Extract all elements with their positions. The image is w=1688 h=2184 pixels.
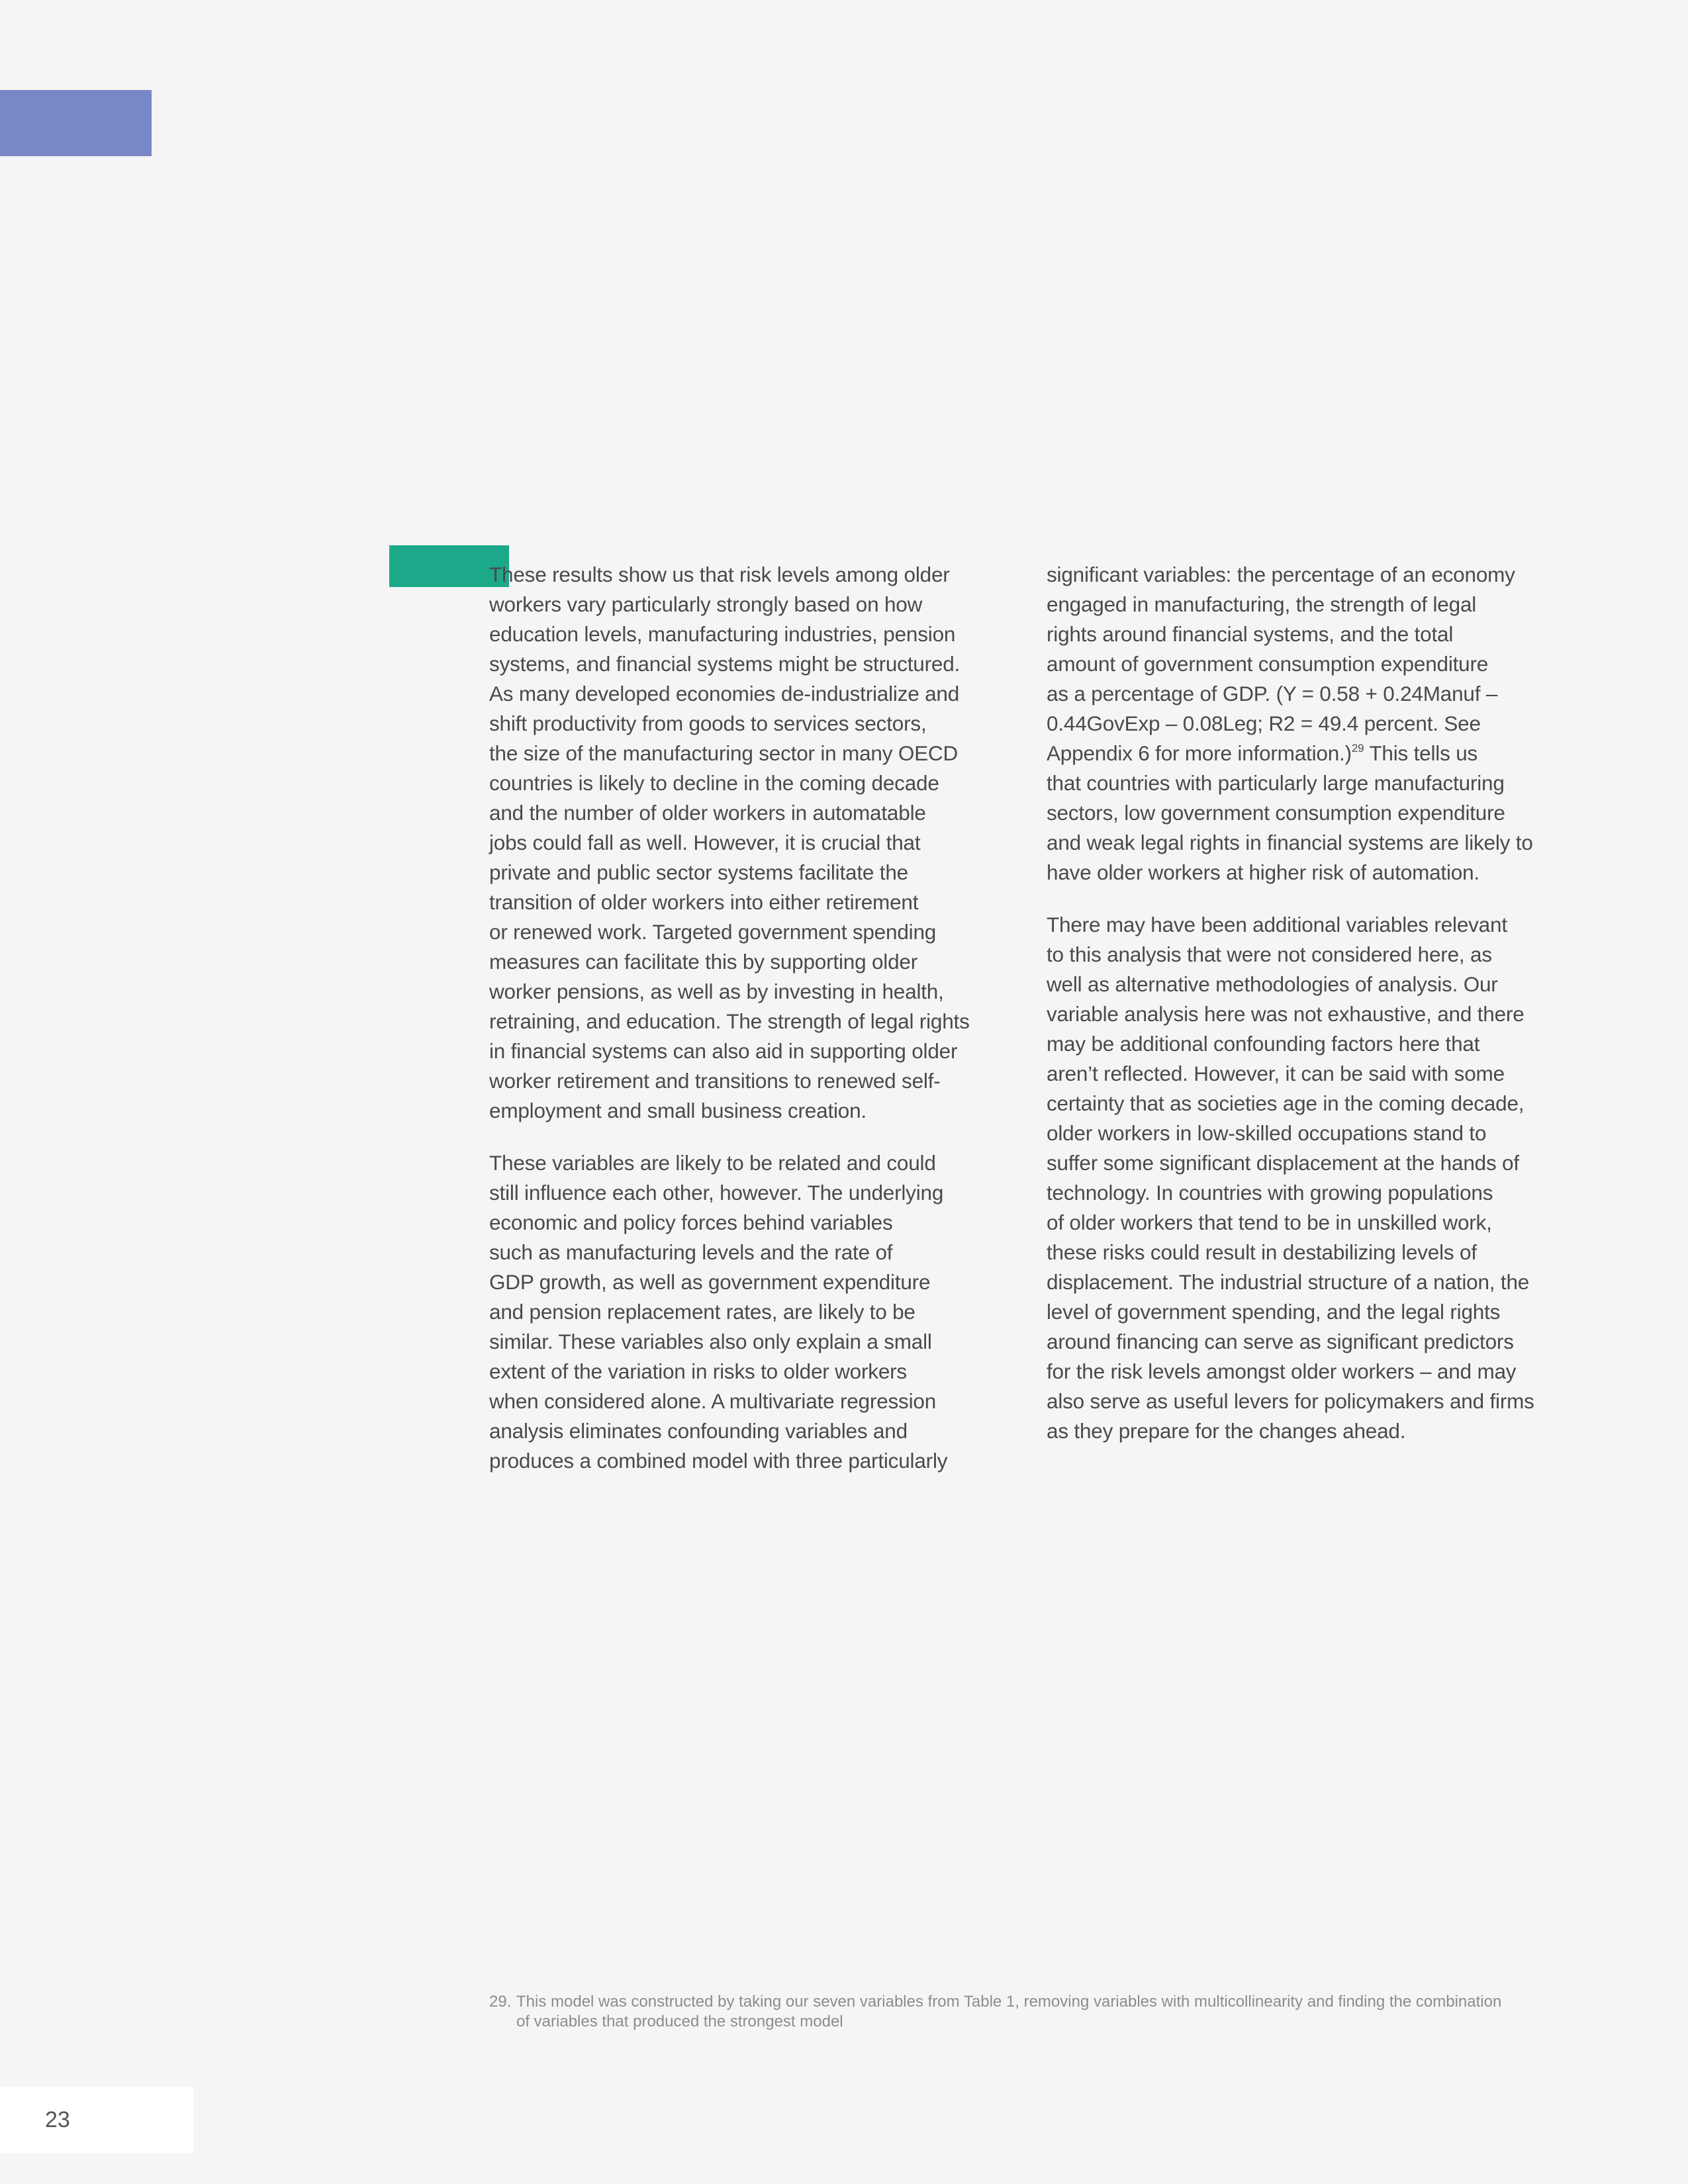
text-line: certainty that as societies age in the coming decade, [1047,1091,1524,1115]
text-line: in financial systems can also aid in supporting older [489,1039,958,1063]
text-line: well as alternative methodologies of analysis. Our [1047,972,1498,996]
text-line: these risks could result in destabilizing levels of [1047,1240,1477,1264]
text-line: have older workers at higher risk of automation. [1047,860,1479,884]
text-line: retraining, and education. The strength of legal rights [489,1009,970,1033]
text-line: transition of older workers into either retirement [489,890,919,914]
text-line: the size of the manufacturing sector in many OECD [489,741,959,765]
text-line: also serve as useful levers for policymakers and firms [1047,1389,1534,1413]
footnote [489,1992,1575,2032]
text-line: employment and small business creation. [489,1099,867,1122]
text-line: and the number of older workers in automatable [489,801,926,825]
text-line: shift productivity from goods to services sectors, [489,711,927,735]
text-line: aren’t reflected. However, it can be said with some [1047,1062,1505,1085]
text-line: technology. In countries with growing populations [1047,1181,1493,1205]
text-line: GDP growth, as well as government expenditure [489,1270,931,1294]
text-line: extent of the variation in risks to older workers [489,1359,907,1383]
footnote-text [516,1992,1575,2032]
text-line: jobs could fall as well. However, it is crucial that [489,831,921,854]
page-number-box [0,2087,193,2153]
text-line: as they prepare for the changes ahead. [1047,1419,1406,1443]
text-line: measures can facilitate this by supporting older [489,950,917,974]
text-line: to this analysis that were not considered here, as [1047,942,1492,966]
text-line: education levels, manufacturing industries, pension [489,622,956,646]
text-line: As many developed economies de-industrialize and [489,682,960,705]
text-line: as a percentage of GDP. (Y = 0.58 + 0.24Manuf – [1047,682,1498,705]
text-line: engaged in manufacturing, the strength of legal [1047,592,1477,616]
text-line: countries is likely to decline in the coming decade [489,771,939,795]
text-line: level of government spending, and the legal rights [1047,1300,1501,1324]
text-line: produces a combined model with three particularly [489,1449,948,1473]
text-fragment: Appendix 6 for more information.) [1047,741,1352,765]
text-line: 0.44GovExp – 0.08Leg; R2 = 49.4 percent. See [1047,711,1481,735]
text-line: economic and policy forces behind variables [489,1210,893,1234]
text-line: of older workers that tend to be in unskilled work, [1047,1210,1492,1234]
text-line: private and public sector systems facilitate the [489,860,908,884]
footnote-line: This model was constructed by taking our seven variables from Table 1, removing variables with multicollinearity and finding the combination [516,1993,1502,2011]
left-text-column [489,560,1019,1498]
text-line: sectors, low government consumption expenditure [1047,801,1505,825]
text-line: There may have been additional variables relevant [1047,913,1507,936]
text-line: such as manufacturing levels and the rate of [489,1240,893,1264]
text-line: for the risk levels amongst older workers – and may [1047,1359,1517,1383]
text-line: around financing can serve as significant predictors [1047,1330,1514,1353]
footnote-number: 29. [489,1993,512,2011]
text-line: significant variables: the percentage of an economy [1047,563,1515,586]
text-line: similar. These variables also only explain a small [489,1330,932,1353]
text-line: and weak legal rights in financial systems are likely to [1047,831,1533,854]
text-line: when considered alone. A multivariate regression [489,1389,937,1413]
body-paragraph-4 [1047,910,1576,1446]
body-paragraph-1 [489,560,1019,1126]
text-line-with-footnote [1047,739,1576,768]
text-line: may be additional confounding factors here that [1047,1032,1480,1056]
footnote-reference[interactable]: 29 [1351,741,1364,754]
text-line: analysis eliminates confounding variables and [489,1419,908,1443]
text-line: worker pensions, as well as by investing in health, [489,979,944,1003]
text-line: still influence each other, however. The underlying [489,1181,944,1205]
footnote-line: of variables that produced the strongest model [516,2013,843,2030]
right-text-column [1047,560,1576,1469]
text-line: variable analysis here was not exhaustive, and there [1047,1002,1524,1026]
text-line: older workers in low-skilled occupations stand to [1047,1121,1487,1145]
text-fragment: This tells us [1364,741,1478,765]
text-line: suffer some significant displacement at the hands of [1047,1151,1519,1175]
text-line: that countries with particularly large manufacturing [1047,771,1505,795]
text-line: amount of government consumption expenditure [1047,652,1489,676]
text-line: or renewed work. Targeted government spending [489,920,937,944]
corner-decoration-block [0,90,152,156]
text-line: and pension replacement rates, are likely to be [489,1300,915,1324]
text-line: systems, and financial systems might be structured. [489,652,961,676]
text-line: worker retirement and transitions to renewed self- [489,1069,941,1093]
body-paragraph-2 [489,1148,1019,1476]
text-line: These results show us that risk levels among older [489,563,950,586]
body-paragraph-3 [1047,560,1576,887]
text-line: workers vary particularly strongly based on how [489,592,923,616]
text-line: rights around financial systems, and the total [1047,622,1454,646]
text-line: These variables are likely to be related and could [489,1151,936,1175]
text-line: displacement. The industrial structure of a nation, the [1047,1270,1530,1294]
page-number: 23 [45,2107,70,2132]
